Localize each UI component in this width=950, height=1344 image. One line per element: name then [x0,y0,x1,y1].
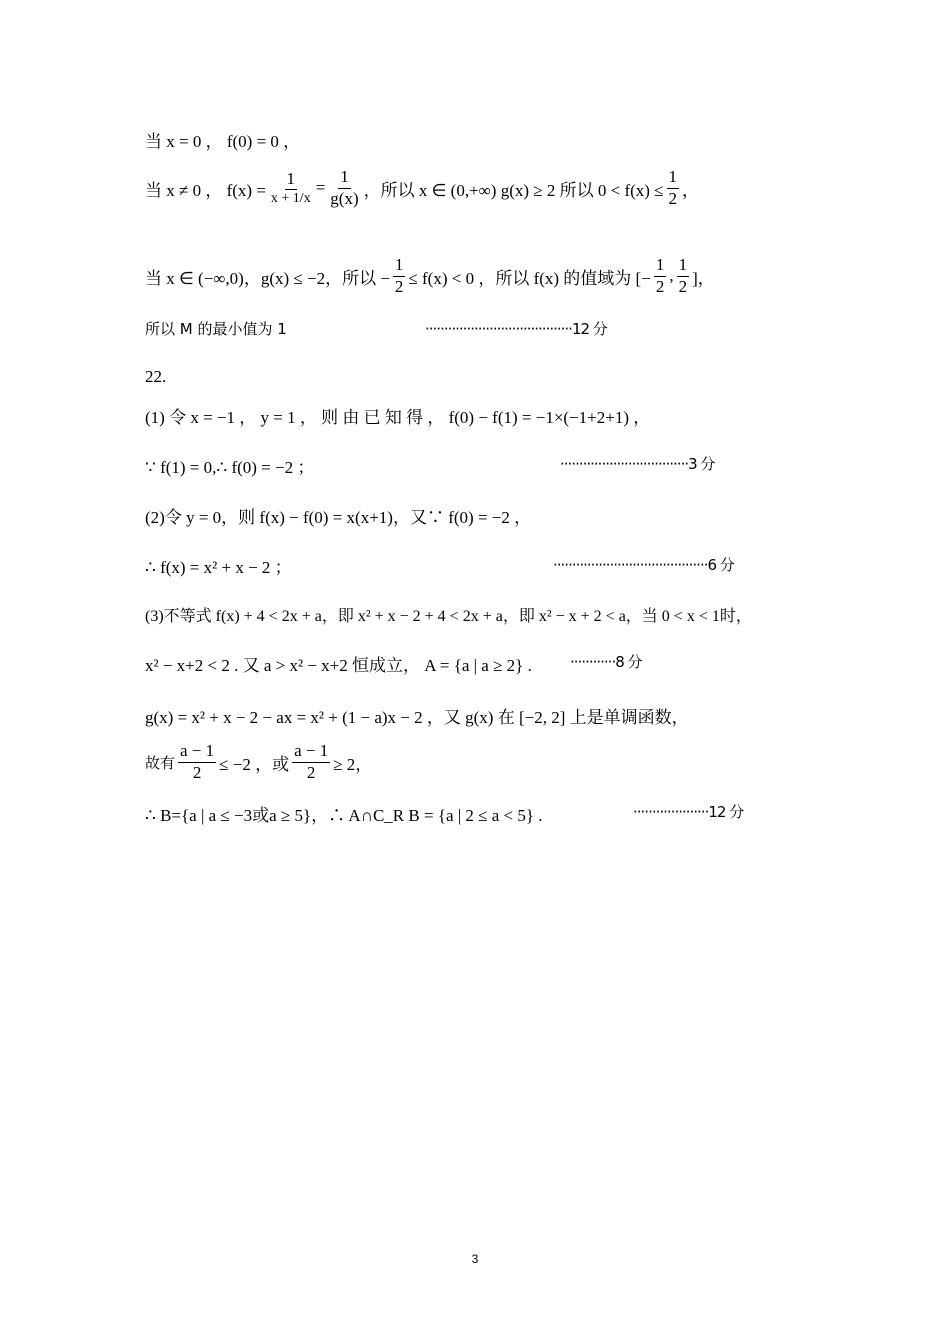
line-13 [145,742,372,782]
text-line-2-pre: 当 x ≠ 0 ， f(x) = [145,180,266,200]
line-11 [145,651,532,676]
line-6 [145,403,650,428]
fraction-3-denominator: 2 [668,188,678,208]
text-line-11: x² − x+2 < 2 . 又 a > x² − x+2 恒成立， A = {a | a ≥ 2} . [145,656,532,675]
fraction-6 [677,256,690,296]
fraction-5-denominator: 2 [655,276,665,296]
text-line-12: g(x) = x² + x − 2 − ax = x² + (1 − a)x − 2 ，又 g(x) 在 [−2, 2] 上是单调函数， [145,708,689,727]
fraction-6-denominator: 2 [678,276,688,296]
fraction-4-denominator: 2 [394,276,404,296]
fraction-8 [292,742,330,782]
fraction-8-numerator: a − 1 [292,742,330,763]
text-line-3-pre: 当 x ∈ (−∞,0)，g(x) ≤ −2，所以 − [145,268,390,288]
fraction-1-denominator: x + 1/x [270,191,311,207]
text-line-8: (2)令 y = 0，则 f(x) − f(0) = x(x+1)，又∵ f(0) = −2 ， [145,508,532,527]
line-10 [145,603,752,626]
text-line-1: 当 x = 0 ， f(0) = 0 ， [145,132,301,151]
fraction-7-denominator: 2 [192,762,202,782]
text-line-7: ∵ f(1) = 0,∴ f(0) = −2 ； [145,458,315,477]
text-line-3-end: ]， [692,268,715,288]
problem-number: 22. [145,367,167,386]
score-line-4: ·······································12 分 [425,320,607,338]
line-9 [145,553,292,578]
fraction-2 [328,168,360,208]
fraction-7-numerator: a − 1 [178,742,216,763]
score-line-14: ····················12 分 [633,803,744,821]
fraction-5 [654,256,667,296]
text-line-13-mid: ≤ −2 ，或 [219,754,290,774]
fraction-3 [667,168,680,208]
line-3: 当 x ∈ (−∞,0)，g(x) ≤ −2，所以 − $\frac{1}{2}$ ≤ f(x) < 0 ，所以 f(x) 的值域为 [− $\frac{1}{2}$ , $\frac{1}{2}$ ]， [145,255,715,296]
line-12 [145,703,689,728]
line-4 [145,318,287,339]
line-14 [145,801,543,826]
fraction-1-numerator: 1 [285,170,298,191]
fraction-1 [269,170,313,207]
line-1 [145,127,300,152]
text-line-14: ∴ B={a | a ≤ −3或a ≥ 5}，∴ A∩C_R B = {a | 2 ≤ a < 5} . [145,806,543,825]
text-line-6: (1) 令 x = −1 ， y = 1 ， 则 由 已 知 得 ， f(0) − f(1) = −1×(−1+2+1) ， [145,408,651,427]
fraction-7 [178,742,216,782]
line-2: 当 x ≠ 0 ， f(x) = $\frac{1}{x + 1/x}$ = $\frac{1}{g(x)}$ ，所以 x ∈ (0,+∞) g(x) ≥ 2 所以 0 < f(x) ≤ $\frac{1}{2}$ ， [145,167,700,208]
fraction-8-denominator: 2 [306,762,316,782]
fraction-5-numerator: 1 [654,256,667,277]
score-line-11: ············8 分 [570,653,642,671]
fraction-4 [393,256,406,296]
text-line-2-post: ，所以 x ∈ (0,+∞) g(x) ≥ 2 所以 0 < f(x) ≤ [363,180,664,200]
page-number: 3 [471,1252,479,1266]
text-line-4: 所以 M 的最小值为 1 [145,320,287,338]
text-line-9: ∴ f(x) = x² + x − 2 ； [145,558,292,577]
text-line-13-end: ≥ 2， [333,754,373,774]
fraction-3-numerator: 1 [667,168,680,189]
fraction-6-numerator: 1 [677,256,690,277]
line-5 [145,367,166,387]
line-7 [145,453,314,478]
score-line-7: ··································3 分 [560,455,715,473]
line-8 [145,503,531,528]
score-line-9: ·········································6 分 [553,556,734,574]
fraction-4-numerator: 1 [393,256,406,277]
fraction-2-denominator: g(x) [330,188,359,208]
text-line-13-pre: 故有 [145,753,176,772]
text-line-3-mid: ≤ f(x) < 0 ，所以 f(x) 的值域为 [− [408,268,651,288]
fraction-2-numerator: 1 [338,168,351,189]
text-line-2-end: ， [682,180,700,200]
text-line-10: (3)不等式 f(x) + 4 < 2x + a，即 x² + x − 2 + 4 < 2x + a，即 x² − x + 2 < a，当 0 < x < 1时， [145,608,752,625]
